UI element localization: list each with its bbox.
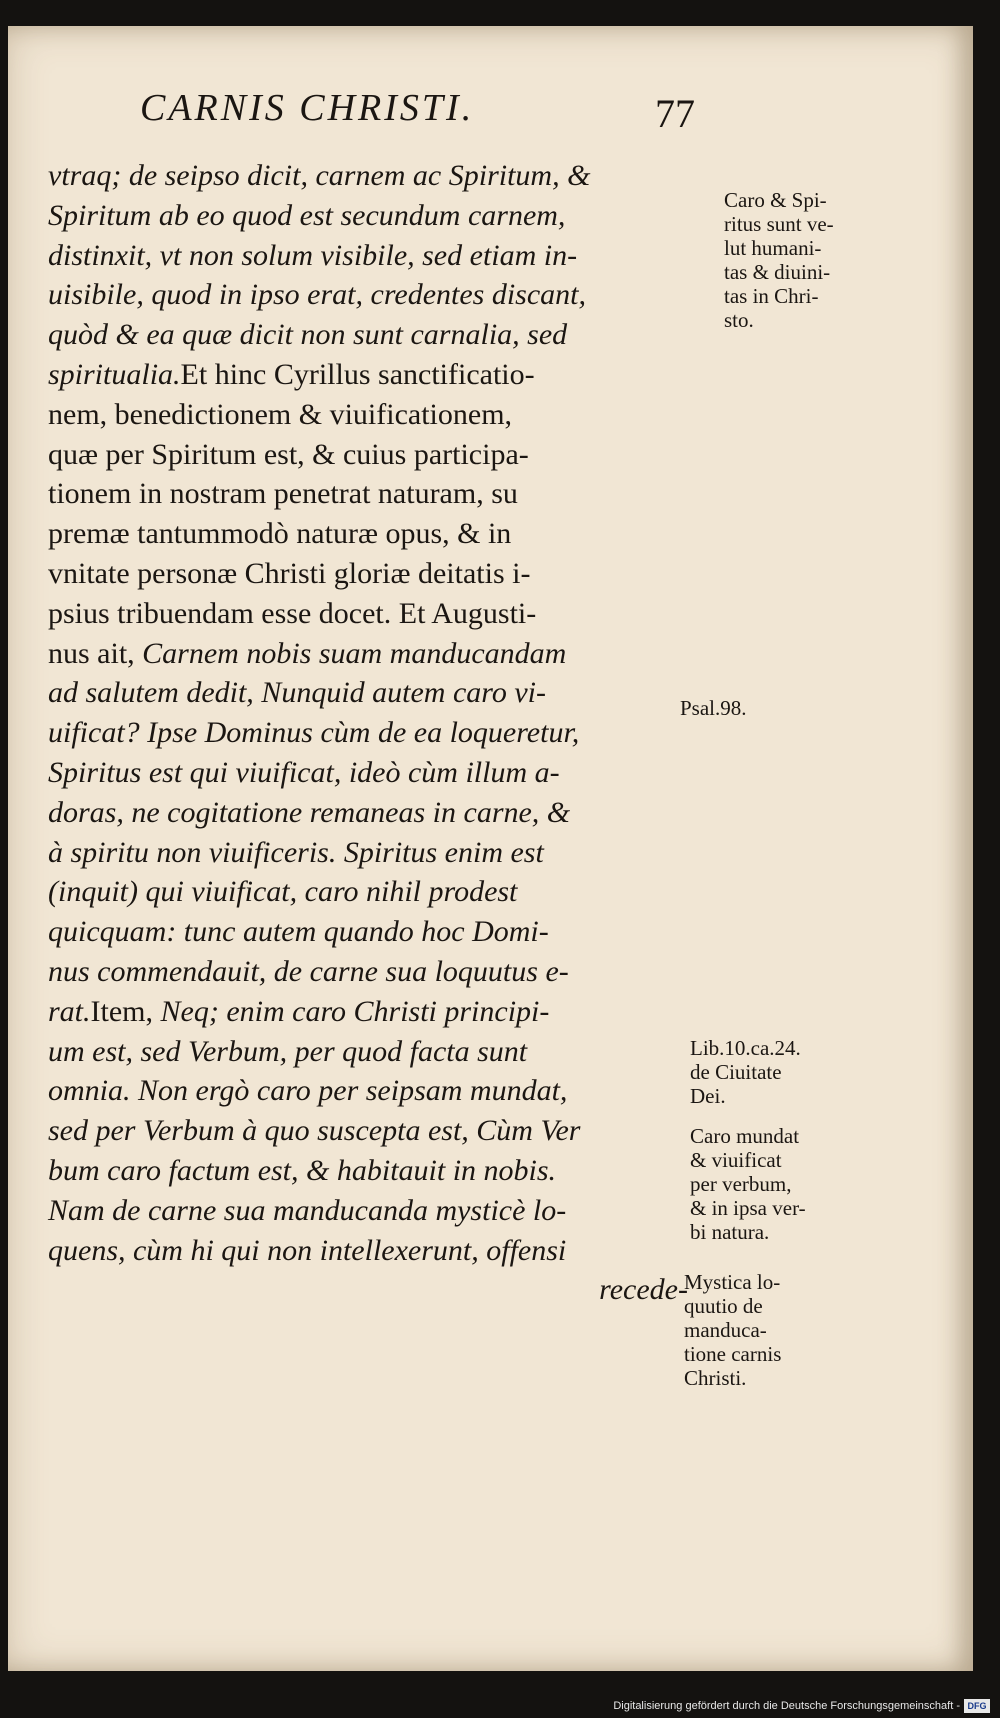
text-line: psius tribuendam esse docet. Et Augusti- xyxy=(48,596,537,630)
marginal-note-line: per verbum, xyxy=(690,1172,792,1196)
text-line: sed per Verbum à quo suscepta est, Cùm Ver xyxy=(48,1114,581,1148)
marginal-note-line: tas in Chri- xyxy=(724,284,819,308)
text-line: Spiritum ab eo quod est secundum carnem, xyxy=(48,198,566,232)
marginal-note-line: ritus sunt ve- xyxy=(724,212,834,236)
text-line: vnitate personæ Christi gloriæ deitatis i- xyxy=(48,556,531,590)
running-head: CARNIS CHRISTI. xyxy=(140,87,475,129)
marginal-note-line: Lib.10.ca.24. xyxy=(690,1036,801,1060)
text-line: (inquit) qui viuificat, caro nihil prodest xyxy=(48,875,518,909)
marginal-note xyxy=(724,188,834,332)
text-italic-span: rat. xyxy=(48,994,91,1028)
text-roman-span: Item, xyxy=(90,994,153,1028)
text-italic-span: Neq; enim caro Christi principi- xyxy=(160,994,550,1028)
text-line: vtraq; de seipso dicit, carnem ac Spiritum, & xyxy=(48,159,591,192)
marginal-note-line: bi natura. xyxy=(690,1220,770,1244)
marginal-note xyxy=(684,1270,781,1390)
page-number: 77 xyxy=(655,91,695,136)
marginal-note-line: tione carnis xyxy=(684,1342,782,1366)
text-line: ad salutem dedit, Nunquid autem caro vi- xyxy=(48,676,546,710)
marginal-note-line: sto. xyxy=(724,308,754,332)
marginal-note-reference xyxy=(680,696,747,720)
text-line xyxy=(48,355,688,395)
text-line: nus commendauit, de carne sua loquutus e- xyxy=(48,954,569,988)
text-italic-span: spiritualia. xyxy=(48,357,181,391)
catchword: recede- xyxy=(599,1273,688,1307)
dfg-logo-icon: DFG xyxy=(964,1699,990,1713)
text-line: bum caro factum est, & habitauit in nobis. xyxy=(48,1153,557,1187)
text-line: à spiritu non viuificeris. Spiritus enim est xyxy=(48,835,544,869)
text-line: uisibile, quod in ipso erat, credentes discant, xyxy=(48,278,586,312)
text-line: Nam de carne sua manducanda mysticè lo- xyxy=(48,1193,567,1227)
text-line: premæ tantummodò naturæ opus, & in xyxy=(48,517,512,551)
marginal-note-line: & in ipsa ver- xyxy=(690,1196,806,1220)
marginal-note-line: tas & diuini- xyxy=(724,260,831,284)
text-line xyxy=(48,634,688,674)
funding-credit: Digitalisierung gefördert durch die Deutsche Forschungsgemeinschaft - xyxy=(613,1700,960,1712)
text-line: quens, cùm hi qui non intellexerunt, offensi xyxy=(48,1233,567,1267)
text-line: quòd & ea quæ dicit non sunt carnalia, sed xyxy=(48,318,568,352)
text-roman-span: Et hinc Cyrillus sanctificatio- xyxy=(180,357,535,391)
text-line: tionem in nostram penetrat naturam, su xyxy=(48,477,518,511)
marginal-note-line: manduca- xyxy=(684,1318,767,1342)
text-line: quicquam: tunc autem quando hoc Domi- xyxy=(48,915,549,949)
text-line: omnia. Non ergò caro per seipsam mundat, xyxy=(48,1074,568,1108)
marginal-note-reference xyxy=(690,1036,801,1108)
text-line: Spiritus est qui viuificat, ideò cùm illum a- xyxy=(48,755,560,789)
marginal-note-line: lut humani- xyxy=(724,236,822,260)
text-line xyxy=(48,992,688,1032)
marginal-note-line: Caro & Spi- xyxy=(724,188,827,212)
marginal-note-line: quutio de xyxy=(684,1294,763,1318)
text-line: distinxit, vt non solum visibile, sed etiam in- xyxy=(48,238,578,272)
text-line: uificat? Ipse Dominus cùm de ea loqueretur, xyxy=(48,716,580,750)
text-line: um est, sed Verbum, per quod facta sunt xyxy=(48,1034,528,1068)
marginal-note-line: Dei. xyxy=(690,1084,726,1108)
marginal-note-line: Christi. xyxy=(684,1366,747,1390)
marginal-note-line: Psal.98. xyxy=(680,696,747,720)
text-italic-span: Carnem nobis suam manducandam xyxy=(142,636,567,670)
text-roman-span: nus ait, xyxy=(48,636,135,670)
marginal-note-line: de Ciuitate xyxy=(690,1060,782,1084)
text-line: nem, benedictionem & viuificationem, xyxy=(48,397,513,431)
text-line: quæ per Spiritum est, & cuius participa- xyxy=(48,437,529,471)
marginal-note-line: Caro mundat xyxy=(690,1124,800,1148)
body-text xyxy=(48,156,688,1310)
marginal-note-line: & viuificat xyxy=(690,1148,782,1172)
marginal-note-line: Mystica lo- xyxy=(684,1270,781,1294)
marginal-note xyxy=(690,1124,806,1244)
text-line: doras, ne cogitatione remaneas in carne, & xyxy=(48,795,571,829)
